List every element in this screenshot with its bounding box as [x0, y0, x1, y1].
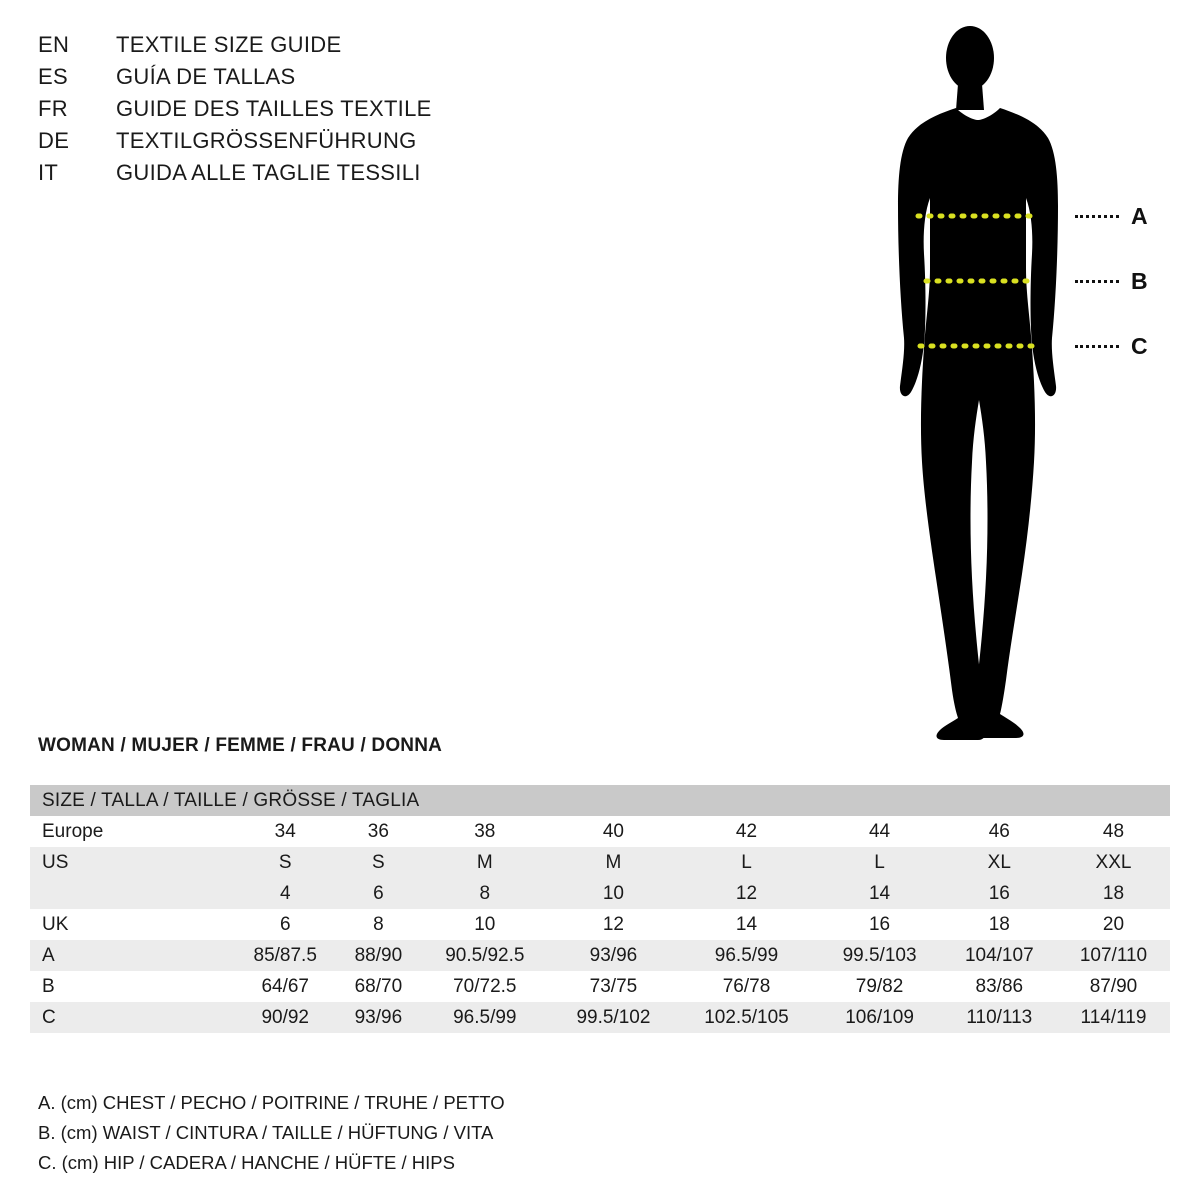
table-cell: 42 — [735, 820, 758, 842]
table-cell: 16 — [988, 882, 1010, 904]
table-row — [30, 816, 1170, 847]
marker-dash-icon — [1075, 280, 1119, 283]
table-cell: 14 — [735, 913, 758, 935]
table-cell: 16 — [868, 913, 891, 935]
table-cell: 96.5/99 — [714, 944, 779, 966]
table-cell: 90.5/92.5 — [445, 944, 525, 966]
language-code: DE — [38, 128, 70, 153]
table-cell: 99.5/103 — [842, 944, 917, 966]
table-cell: 12 — [602, 913, 624, 935]
table-cell: 4 — [279, 882, 291, 904]
table-cell: S — [278, 851, 292, 873]
table-cell: L — [741, 851, 752, 873]
legend-item-waist: B. (cm) WAIST / CINTURA / TAILLE / HÜFTUNG / VITA — [38, 1122, 494, 1143]
table-cell: 107/110 — [1079, 944, 1148, 966]
language-header-list — [38, 32, 558, 192]
table-cell: 79/82 — [855, 975, 904, 997]
marker-dash-icon — [1075, 215, 1119, 218]
language-row — [38, 96, 558, 128]
table-header-label: SIZE / TALLA / TAILLE / GRÖSSE / TAGLIA — [42, 789, 420, 811]
language-title: GUIDE DES TAILLES TEXTILE — [116, 96, 432, 121]
table-row — [30, 847, 1170, 878]
table-cell: 64/67 — [261, 975, 309, 997]
table-cell: 18 — [1102, 882, 1125, 904]
table-cell: 96.5/99 — [453, 1006, 517, 1028]
table-cell: 40 — [602, 820, 624, 842]
language-code: IT — [38, 160, 59, 185]
legend-item-hip: C. (cm) HIP / CADERA / HANCHE / HÜFTE / HIPS — [38, 1152, 455, 1173]
table-cell: 104/107 — [964, 944, 1034, 966]
table-cell: 8 — [373, 913, 384, 935]
table-cell: 18 — [988, 913, 1010, 935]
table-cell: XL — [987, 851, 1011, 873]
table-header-row — [30, 785, 1170, 816]
table-row — [30, 878, 1170, 909]
language-title: TEXTILE SIZE GUIDE — [116, 32, 342, 57]
language-code: EN — [38, 32, 70, 57]
table-cell: 93/96 — [354, 1006, 403, 1028]
row-label: A — [42, 944, 55, 966]
language-row — [38, 160, 558, 192]
language-title: TEXTILGRÖSSENFÜHRUNG — [116, 128, 417, 153]
language-title: GUIDA ALLE TAGLIE TESSILI — [116, 160, 421, 185]
table-cell: 6 — [279, 913, 291, 935]
table-cell: 73/75 — [589, 975, 638, 997]
table-cell: XXL — [1095, 851, 1132, 873]
table-cell: 76/78 — [722, 975, 771, 997]
language-row — [38, 64, 558, 96]
marker-dash-icon — [1075, 345, 1119, 348]
table-cell: L — [874, 851, 885, 873]
table-cell: 8 — [479, 882, 491, 904]
marker-letter: A — [1131, 202, 1148, 229]
female-silhouette-icon — [860, 18, 1180, 748]
table-cell: 93/96 — [589, 944, 638, 966]
table-section-title: WOMAN / MUJER / FEMME / FRAU / DONNA — [38, 735, 443, 756]
row-label: Europe — [42, 820, 104, 842]
measurement-marker-c — [1075, 332, 1148, 359]
table-cell: 68/70 — [354, 975, 403, 997]
language-row — [38, 32, 558, 64]
row-label: US — [42, 851, 69, 873]
marker-letter: C — [1131, 332, 1148, 359]
table-cell: 110/113 — [966, 1006, 1033, 1028]
table-cell: 48 — [1102, 820, 1125, 842]
row-label — [30, 878, 232, 909]
table-cell: 34 — [274, 820, 296, 842]
table-cell: 87/90 — [1089, 975, 1138, 997]
table-cell: 14 — [868, 882, 891, 904]
table-cell: 20 — [1102, 913, 1125, 935]
table-cell: 6 — [373, 882, 384, 904]
table-cell: 70/72.5 — [453, 975, 517, 997]
table-cell: 36 — [367, 820, 389, 842]
measurement-legend — [38, 1088, 505, 1178]
measurement-marker-a — [1075, 202, 1148, 229]
table-cell: 10 — [474, 913, 496, 935]
language-code: ES — [38, 64, 68, 89]
size-table — [30, 785, 1170, 1033]
table-row — [30, 1002, 1170, 1033]
table-cell: 10 — [602, 882, 624, 904]
table-row — [30, 909, 1170, 940]
language-code: FR — [38, 96, 68, 121]
table-row — [30, 940, 1170, 971]
language-row — [38, 128, 558, 160]
table-cell: M — [476, 851, 493, 873]
table-cell: M — [605, 851, 622, 873]
marker-letter: B — [1131, 267, 1148, 294]
body-measurement-figure — [860, 18, 1180, 748]
table-cell: 106/109 — [845, 1006, 914, 1028]
table-cell: 102.5/105 — [704, 1006, 789, 1028]
legend-item-chest: A. (cm) CHEST / PECHO / POITRINE / TRUHE / PETTO — [38, 1092, 505, 1113]
table-cell: 99.5/102 — [576, 1006, 651, 1028]
measurement-marker-b — [1075, 267, 1148, 294]
table-cell: 44 — [868, 820, 891, 842]
table-cell: S — [372, 851, 385, 873]
table-cell: 85/87.5 — [253, 944, 317, 966]
row-label: B — [42, 975, 55, 997]
table-cell: 83/86 — [975, 975, 1024, 997]
table-cell: 12 — [735, 882, 758, 904]
table-cell: 46 — [988, 820, 1010, 842]
table-cell: 88/90 — [354, 944, 403, 966]
row-label: UK — [42, 913, 69, 935]
row-label: C — [42, 1006, 56, 1028]
table-cell: 38 — [474, 820, 496, 842]
table-cell: 114/119 — [1080, 1006, 1147, 1028]
table-row — [30, 971, 1170, 1002]
table-cell: 90/92 — [261, 1006, 309, 1028]
language-title: GUÍA DE TALLAS — [116, 64, 296, 89]
